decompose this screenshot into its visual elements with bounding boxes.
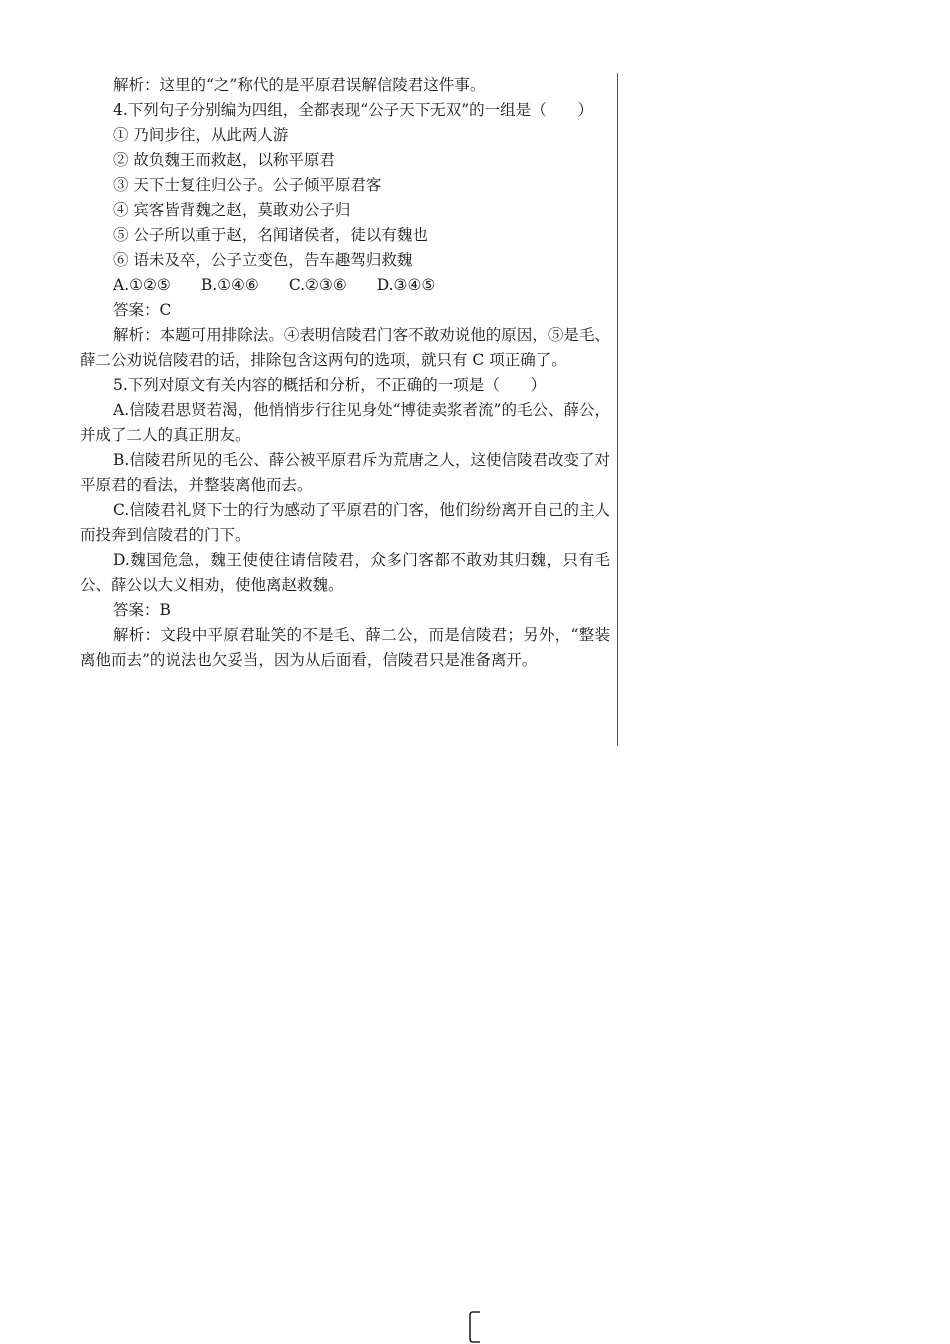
q5-analysis: 解析：文段中平原君耻笑的不是毛、薛二公，而是信陵君；另外，“整装离他而去”的说法也欠妥当，因为从后面看，信陵君只是准备离开。	[80, 626, 610, 669]
q4-analysis: 解析：本题可用排除法。④表明信陵君门客不敢劝说他的原因，⑤是毛、薛二公劝说信陵君的话，排除包含这两句的选项，就只有 C 项正确了。	[80, 326, 610, 369]
q5-stem: 5.下列对原文有关内容的概括和分析，不正确的一项是（ ）	[113, 376, 547, 394]
column-divider	[617, 73, 618, 746]
q4-answer: 答案：C	[113, 301, 172, 319]
q5-option-b: B.信陵君所见的毛公、薛公被平原君斥为荒唐之人，这使信陵君改变了对平原君的看法，并整装离他而去。	[80, 451, 610, 494]
q4-sentence-1: ① 乃间步往，从此两人游	[113, 126, 289, 144]
q4-sentence-6: ⑥ 语未及卒，公子立变色，告车趣驾归救魏	[113, 251, 413, 269]
q4-choice-c: C.②③⑥	[288, 276, 347, 294]
q5-option-c: C.信陵君礼贤下士的行为感动了平原君的门客，他们纷纷离开自己的主人而投奔到信陵君的门下。	[80, 501, 610, 544]
q5-option-a: A.信陵君思贤若渴，他悄悄步行往见身处“博徒卖浆者流”的毛公、薛公，并成了二人的真正朋友。	[80, 401, 610, 444]
bracket-mark-icon	[469, 1311, 481, 1343]
q4-sentence-2: ② 故负魏王而救赵，以称平原君	[113, 151, 335, 169]
q5-option-d: D.魏国危急，魏王使使往请信陵君，众多门客都不敢劝其归魏，只有毛公、薛公以大义相劝，使他离赵救魏。	[80, 551, 610, 594]
q5-answer: 答案：B	[113, 601, 171, 619]
q4-sentence-4: ④ 宾客皆背魏之赵，莫敢劝公子归	[113, 201, 351, 219]
q4-stem: 4.下列句子分别编为四组，全都表现“公子天下无双”的一组是（ ）	[113, 101, 594, 119]
q4-sentence-5: ⑤ 公子所以重于赵，名闻诸侯者，徒以有魏也	[113, 226, 428, 244]
q4-choice-d: D.③④⑤	[376, 276, 436, 294]
text-column	[80, 73, 610, 673]
q4-choice-b: B.①④⑥	[200, 276, 259, 294]
q4-sentence-3: ③ 天下士复往归公子。公子倾平原君客	[113, 176, 382, 194]
q3-analysis: 解析：这里的“之”称代的是平原君误解信陵君这件事。	[113, 76, 486, 94]
q4-choice-a: A.①②⑤	[113, 276, 171, 294]
q4-choices	[80, 273, 610, 298]
